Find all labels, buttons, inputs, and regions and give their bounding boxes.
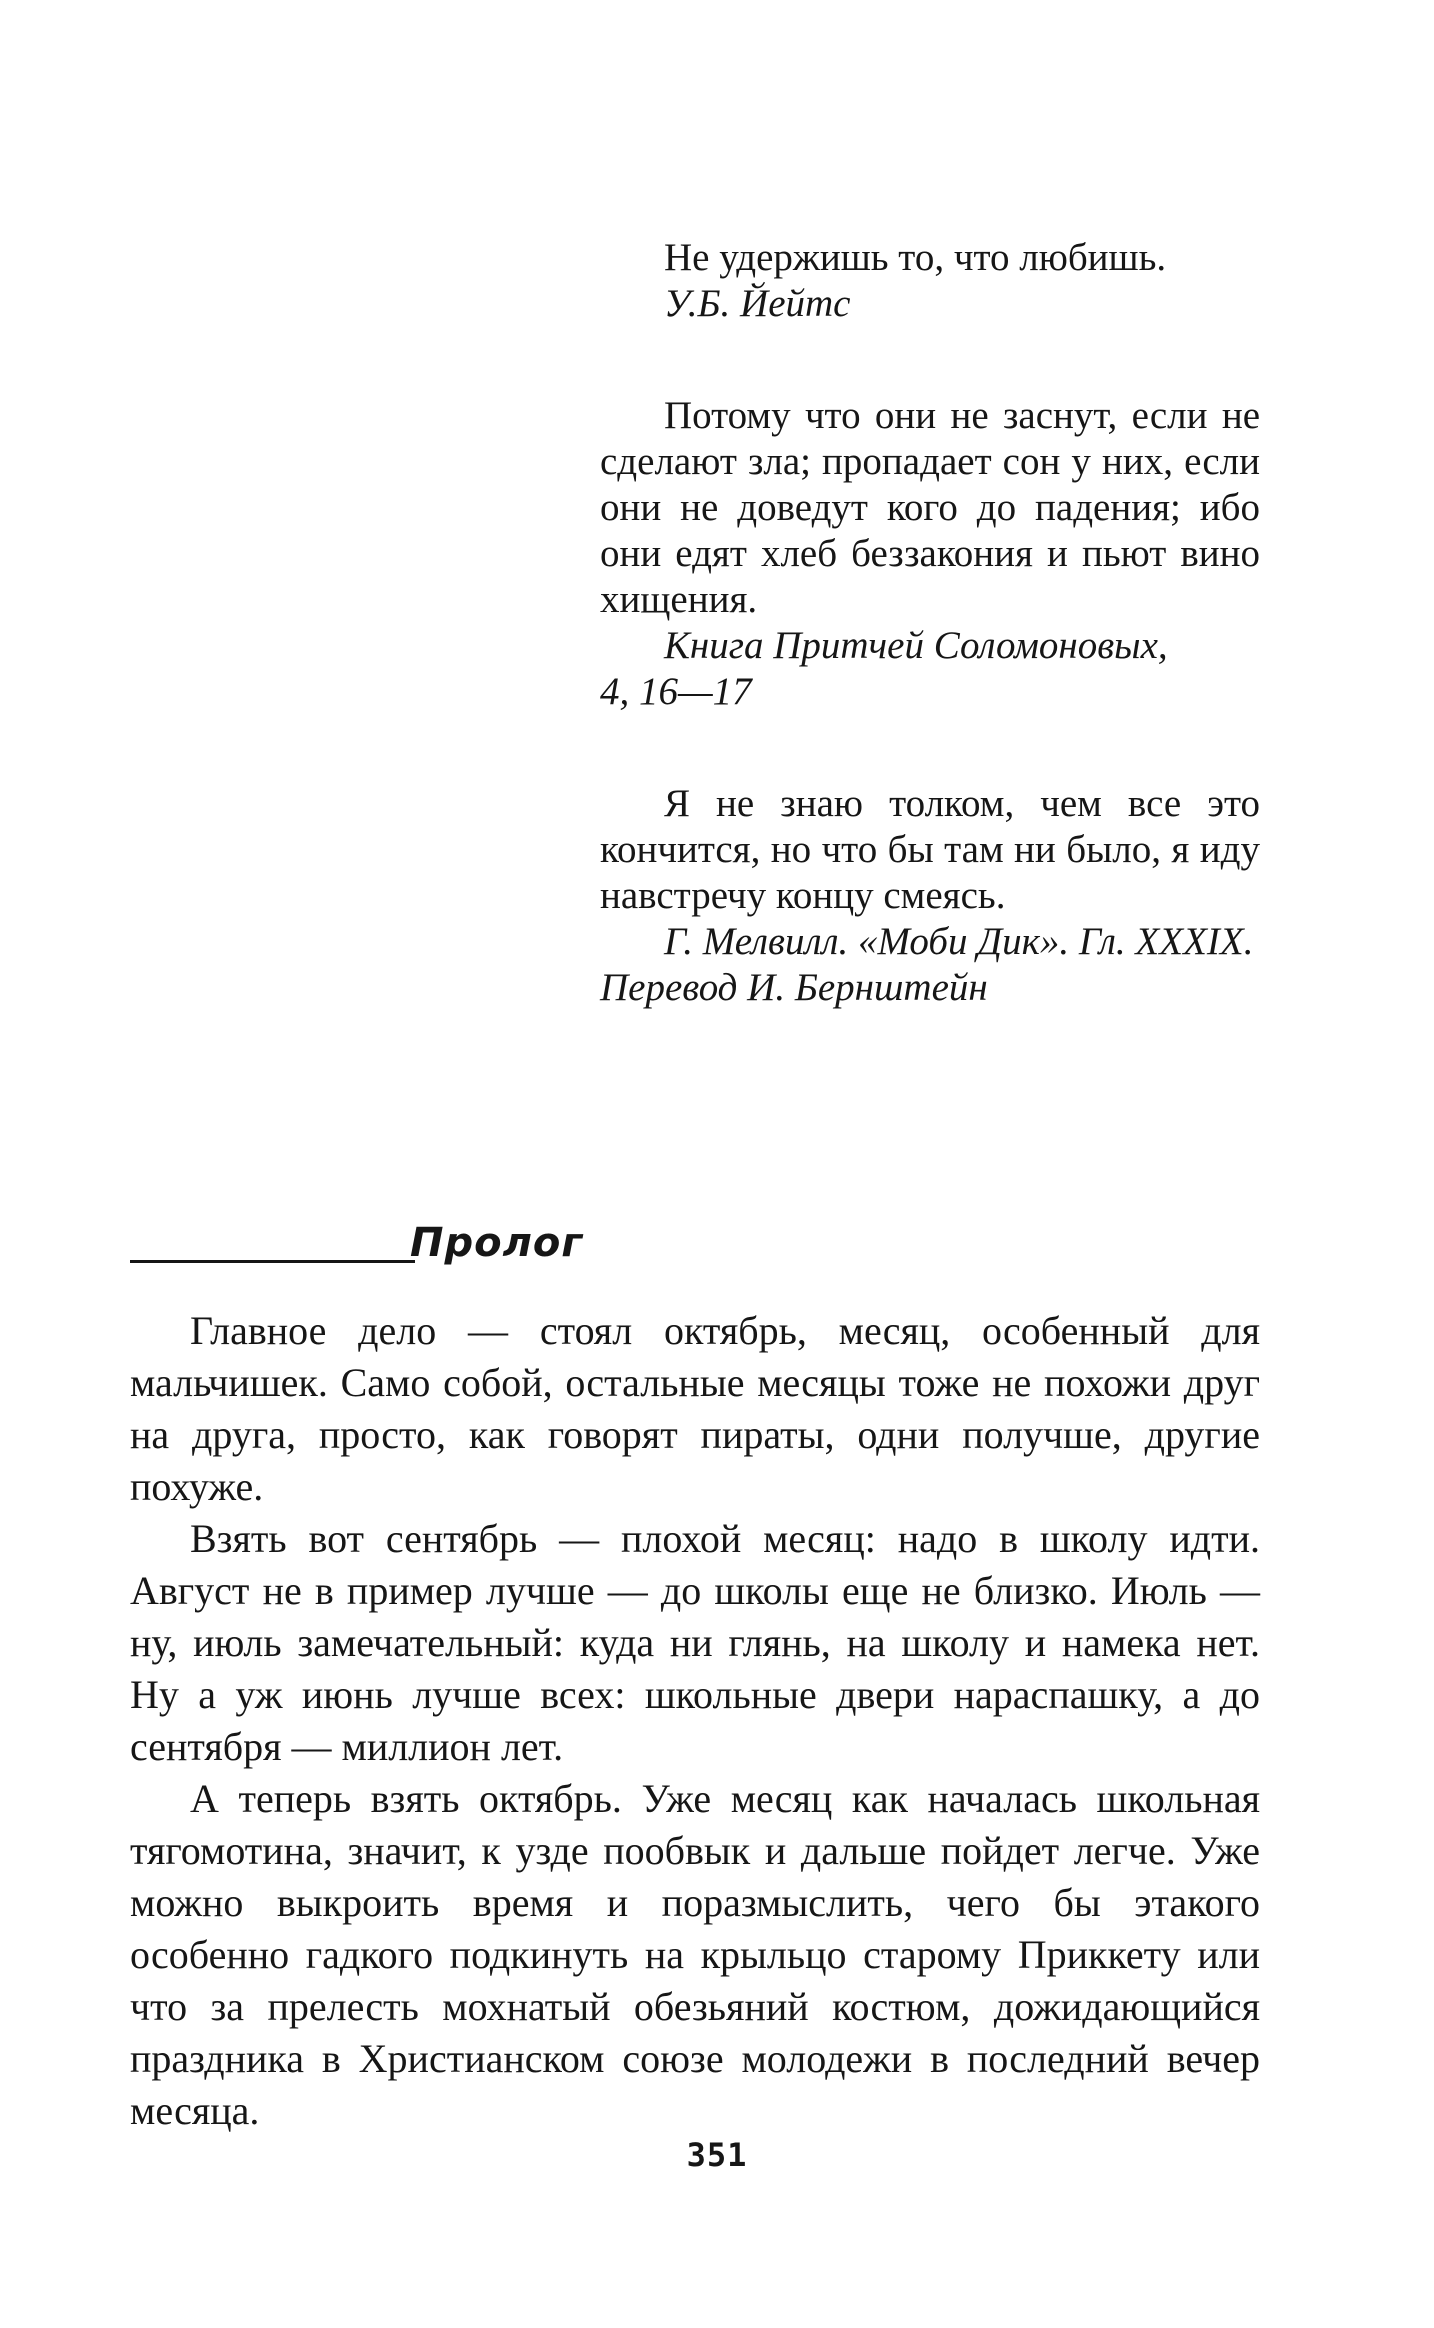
paragraph: А теперь взять октябрь. Уже месяц как началась школьная тягомотина, значит, к узде пообвык и дальше пойдет легче. Уже можно выкроить время и поразмыслить, чего бы этакого особенно гадкого подкинуть на крыльцо старому Приккету или что за прелесть мохнатый обезьяний костюм, дожидающийся праздника в Христианском союзе молодежи в последний вечер месяца. [130, 1776, 1260, 2133]
epigraph-yeats [600, 235, 1260, 327]
epigraph-proverbs [600, 393, 1260, 715]
epigraph-melville [600, 781, 1260, 1011]
epigraph-source-line: У.Б. Йейтс [664, 282, 851, 325]
paragraph: Главное дело — стоял октябрь, месяц, особенный для мальчишек. Само собой, остальные месяцы тоже не похожи друг на друга, просто, как говорят пираты, одни получше, другие похуже. [130, 1308, 1260, 1509]
epigraph-source-line: 4, 16—17 [600, 670, 752, 713]
epigraph-text: Потому что они не заснут, если не сделают зла; пропадает сон у них, если они не доведут кого до падения; ибо они едят хлеб беззакония и пьют вино хищения. [600, 394, 1260, 621]
paragraph: Взять вот сентябрь — плохой месяц: надо в школу идти. Август не в пример лучше — до школы еще не близко. Июль — ну, июль замечательный: куда ни глянь, на школу и намека нет. Ну а уж июнь лучше всех: школьные двери нараспашку, а до сентября — миллион лет. [130, 1516, 1260, 1769]
epigraph-source [600, 919, 1260, 1011]
chapter-heading [130, 1218, 1260, 1278]
epigraphs [600, 235, 1260, 1077]
epigraph-source-line: Г. Мелвилл. «Моби Дик». Гл. XXXIX. [664, 920, 1254, 963]
epigraph-text: Не удержишь то, что любишь. [664, 236, 1167, 279]
epigraph-text: Я не знаю толком, чем все это кончится, но что бы там ни было, я иду навстречу концу смеясь. [600, 782, 1260, 917]
epigraph-source-line: Книга Притчей Соломоновых, [664, 624, 1168, 667]
body-text [130, 1305, 1260, 2137]
chapter-title: Пролог [410, 1220, 584, 1266]
epigraph-source [600, 281, 1260, 327]
heading-rule [130, 1260, 415, 1263]
epigraph-source-line: Перевод И. Бернштейн [600, 966, 988, 1009]
epigraph-source [600, 623, 1260, 715]
page-number: 351 [686, 2136, 748, 2174]
